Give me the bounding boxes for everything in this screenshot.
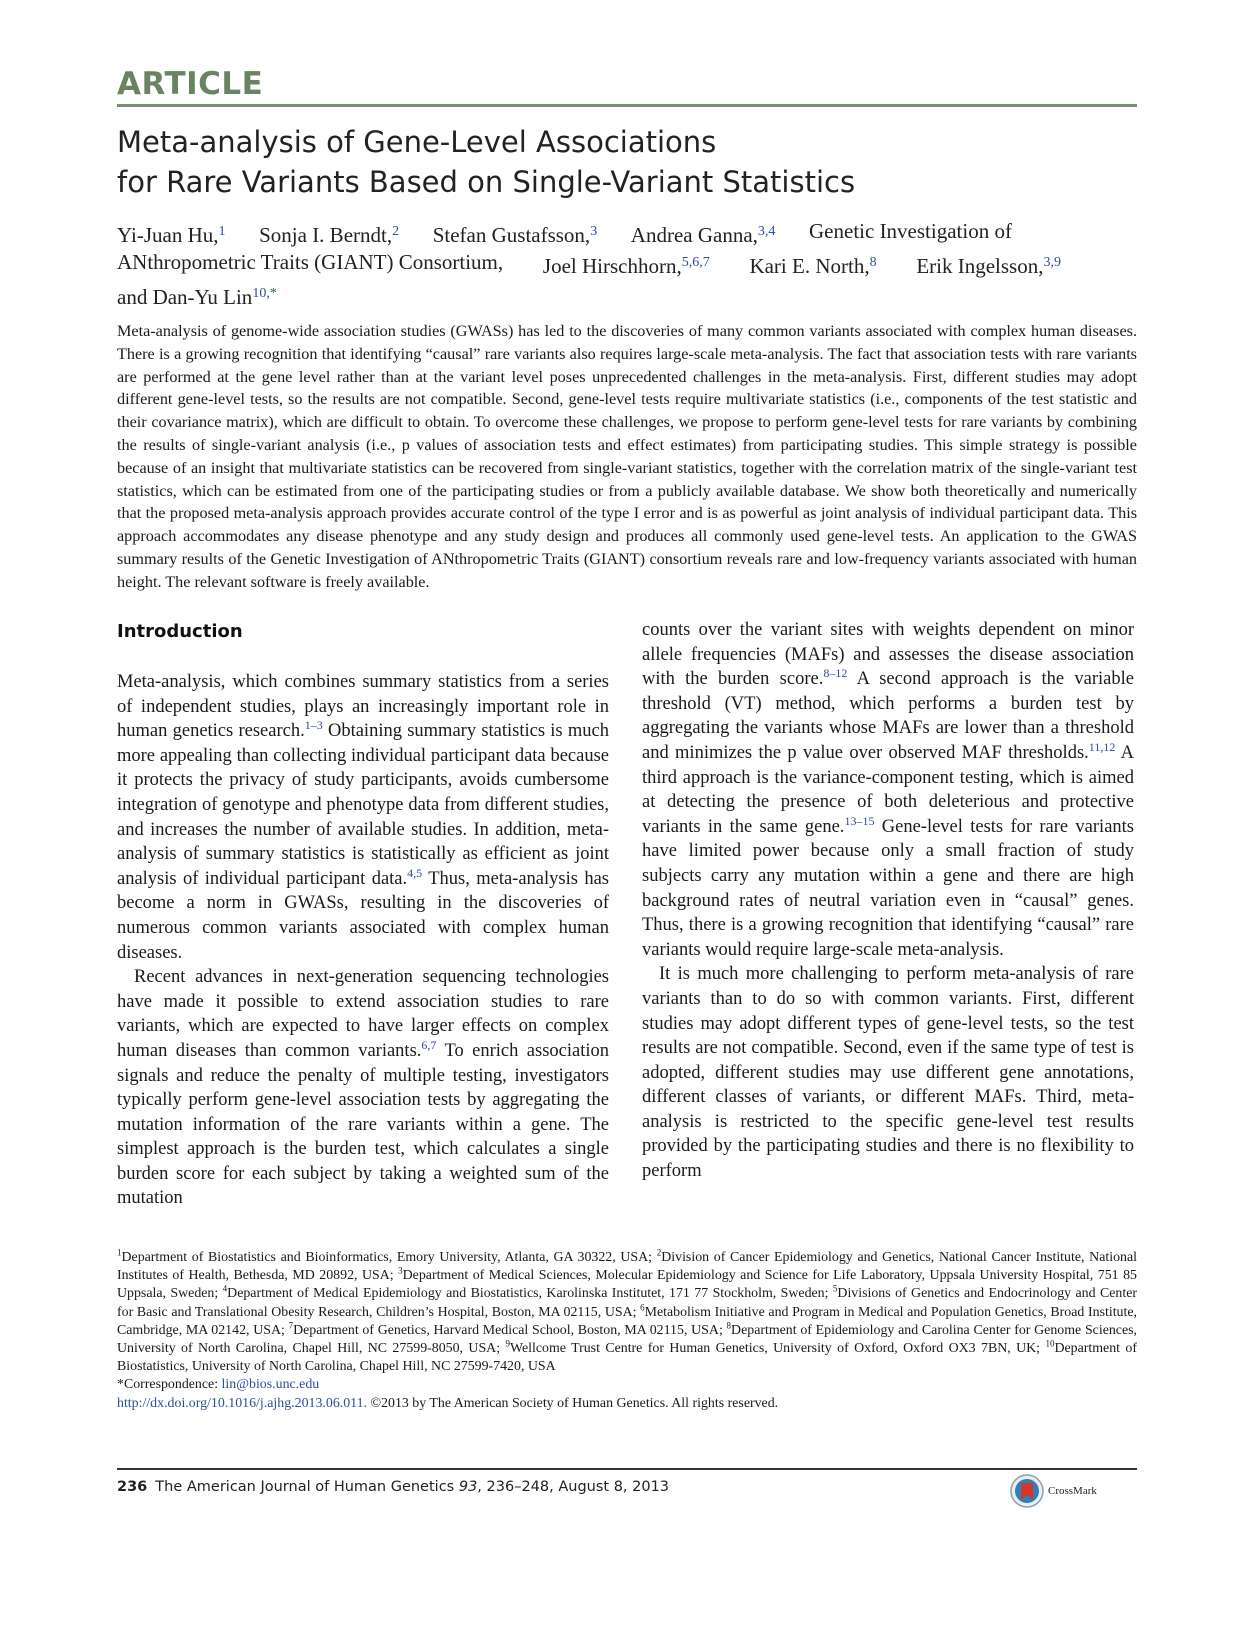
section-label: ARTICLE [117,66,264,102]
crossmark-label: CrossMark [1048,1485,1097,1497]
author: Yi-Juan Hu,$^1$ [117,223,226,247]
page-footer [117,1479,669,1495]
author: and Dan-Yu Lin$^{10,*}$ [117,285,277,309]
correspondence: *Correspondence: lin@bios.unc.edu [117,1377,320,1393]
page-number: 236 [117,1479,148,1495]
consortium-name-part-2: ANthropometric Traits (GIANT) Consortium, [117,250,504,274]
title-line-1: Meta-analysis of Gene-Level Associations [117,125,717,159]
citation-link[interactable]: 1–3 [304,718,323,733]
journal-name: The American Journal of Human Genetics [155,1479,459,1495]
citation-link[interactable]: 4,5 [407,865,423,880]
affiliations-footnote [117,1249,1137,1413]
author-affiliation-ref[interactable]: 3,9 [1043,255,1061,270]
author: Andrea Ganna,$^{3,4}$ [630,223,776,247]
author-line-2 [117,249,1061,280]
citation-link[interactable]: 13–15 [844,813,875,828]
author: Erik Ingelsson,$^{3,9}$ [916,254,1061,278]
correspondence-email-link[interactable]: lin@bios.unc.edu [221,1377,320,1393]
citation-link[interactable]: 8–12 [823,666,848,681]
author-affiliation-ref[interactable]: 5,6,7 [681,255,710,270]
header-rule [117,104,1137,107]
affiliation-list: $^1$Department of Biostatistics and Bioinformatics, Emory University, Atlanta, GA 30322, USA; $^2$Division of Cancer Epidemiology and Genetics, National Cancer Institute, National Institutes of Health, Bethesda, MD 20892, USA; $^3$Department of Medical Sciences, Molecular Epidemiology and Science for Life Laboratory, Uppsala University Hospital, 751 85 Uppsala, Sweden; $^4$Department of Medical Epidemiology and Biostatistics, Karolinska Institutet, 171 77 Stockholm, Sweden; $^5$Divisions of Genetics and Endocrinology and Center for Basic and Translational Obesity Research, Children’s Hospital, Boston, MA 02115, USA; $^6$Metabolism Initiative and Program in Medical and Population Genetics, Broad Institute, Cambridge, MA 02142, USA; $^7$Department of Genetics, Harvard Medical School, Boston, MA 02115, USA; $^8$Department of Epidemiology and Carolina Center for Genome Sciences, University of North Carolina, Chapel Hill, NC 27599-8050, USA; $^9$Wellcome Trust Centre for Human Genetics, University of Oxford, Oxford OX3 7BN, UK; $^{10}$Department of Biostatistics, University of North Carolina, Chapel Hill, NC 27599-7420, USA [117,1247,1138,1375]
crossmark-icon [1010,1474,1044,1508]
author-affiliation-ref[interactable]: 10,* [252,286,277,301]
author-line-1 [117,218,1012,249]
doi-line: http://dx.doi.org/10.1016/j.ajhg.2013.06.011. ©2013 by The American Society of Human Genetics. All rights reserved. [117,1395,779,1411]
left-column [117,618,609,1211]
section-heading-introduction: Introduction [117,621,243,642]
footer-rule [117,1468,1137,1470]
author: Kari E. North,$^8$ [749,254,877,278]
citation-link[interactable]: 6,7 [421,1037,437,1052]
citation-link[interactable]: 11,12 [1088,739,1116,754]
author-affiliation-ref[interactable]: 3 [590,224,598,239]
crossmark-badge[interactable] [1010,1473,1140,1509]
author-affiliation-ref[interactable]: 1 [218,224,226,239]
right-column [642,618,1134,1184]
author-affiliation-ref[interactable]: 2 [392,224,400,239]
author: Joel Hirschhorn,$^{5,6,7}$ [542,254,710,278]
doi-link[interactable]: http://dx.doi.org/10.1016/j.ajhg.2013.06.011. [117,1395,368,1411]
article-title [117,122,1137,202]
paragraph: Meta-analysis, which combines summary statistics from a series of independent studies, plays an increasingly important role in human genetics research.$^{1-3}$ Obtaining summary statistics is much more appealing than collecting individual participant data because it protects the privacy of study participants, avoids cumbersome integration of genotype and phenotype data from different studies, and increases the number of available studies. In addition, meta-analysis of summary statistics is statistically as efficient as joint analysis of individual participant data.$^{4,5}$ Thus, meta-analysis has become a norm in GWASs, resulting in the discoveries of numerous common variants associated with complex human diseases. [117,672,610,963]
author-line-3 [117,280,1137,311]
volume-number: 93 [458,1479,478,1495]
pages-and-date: , 236–248, August 8, 2013 [477,1479,670,1495]
abstract: Meta-analysis of genome-wide association studies (GWASs) has led to the discoveries of many common variants associated with complex human diseases. There is a growing recognition that identifying “causal” rare variants also requires large-scale meta-analysis. The fact that association tests with rare variants are performed at the gene level rather than at the variant level poses unprecedented challenges in the meta-analysis. First, different studies may adopt different gene-level tests, so the results are not compatible. Second, gene-level tests require multivariate statistics (i.e., components of the test statistic and their covariance matrix), which are difficult to obtain. To overcome these challenges, we propose to perform gene-level tests for rare variants by combining the results of single-variant analysis (i.e., p values of association tests and effect estimates) from participating studies. This simple strategy is possible because of an insight that multivariate statistics can be recovered from single-variant statistics, together with the correlation matrix of the single-variant test statistics, which can be estimated from one of the participating studies or from a publicly available database. We show both theoretically and numerically that the proposed meta-analysis approach provides accurate control of the type I error and is as powerful as joint analysis of individual participant data. This approach accommodates any disease phenotype and any study design and produces all commonly used gene-level tests. An application to the GWAS summary results of the Genetic Investigation of ANthropometric Traits (GIANT) consortium reveals rare and low-frequency variants associated with human height. The relevant software is freely available. [117,322,1137,591]
paragraph: It is much more challenging to perform meta-analysis of rare variants than to do so with common variants. First, different studies may adopt different types of gene-level tests, so the test results are not compatible. Second, even if the same type of test is adopted, different studies may use different gene annotations, different classes of variants, or different MAFs. Third, meta-analysis is restricted to the specific gene-level test results provided by the participating studies and there is no flexibility to perform [642,964,1134,1182]
author-affiliation-ref[interactable]: 3,4 [757,224,776,239]
author: Sonja I. Berndt,$^2$ [259,223,400,247]
article-page [117,0,1137,1632]
author-list [117,218,1137,311]
consortium-name-part-1: Genetic Investigation of [809,219,1012,243]
paragraph: Recent advances in next-generation sequencing technologies have made it possible to extend association studies to rare variants, which are expected to have larger effects on complex human diseases than common variants.$^{6,7}$ To enrich association signals and reduce the penalty of multiple testing, investigators typically perform gene-level association tests by aggregating the mutation information of the rare variants within a gene. The simplest approach is the burden test, which calculates a single burden score for each subject by taking a weighted sum of the mutation [117,967,609,1209]
paragraph: counts over the variant sites with weights dependent on minor allele frequencies (MAFs) and assesses the disease association with the burden score.$^{8-12}$ A second approach is the variable threshold (VT) method, which performs a burden test by aggregating the variants whose MAFs are lower than a threshold and minimizes the p value over observed MAF thresholds.$^{11,12}$ A third approach is the variance-component testing, which is aimed at detecting the presence of both deleterious and protective variants in the same gene.$^{13-15}$ Gene-level tests for rare variants have limited power because only a small fraction of study subjects carry any mutation within a gene and there are high background rates of neutral variation even in “causal” genes. Thus, there is a growing recognition that identifying “causal” rare variants would require large-scale meta-analysis. [642,620,1134,960]
author-affiliation-ref[interactable]: 8 [869,255,877,270]
title-line-2: for Rare Variants Based on Single-Variant Statistics [117,165,856,199]
author: Stefan Gustafsson,$^3$ [432,223,598,247]
